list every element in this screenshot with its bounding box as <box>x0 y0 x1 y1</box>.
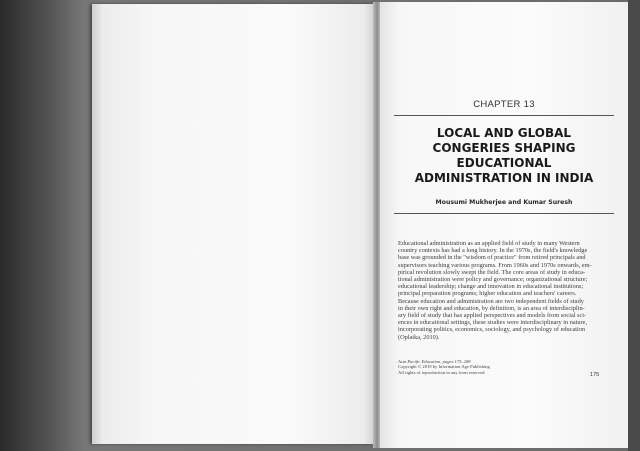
chapter-authors: Mousumi Mukherjee and Kumar Suresh <box>435 199 573 206</box>
body-paragraph <box>398 240 612 341</box>
chapter-title <box>380 126 628 186</box>
body-line: Because education and administration are two independent fields of study <box>398 297 584 305</box>
left-page-edge <box>92 4 104 444</box>
body-line: in their own right and education, by definition, is an area of interdisciplin- <box>398 304 585 312</box>
title-line: EDUCATIONAL <box>456 156 552 170</box>
body-line: (Oplatka, 2010). <box>398 333 440 341</box>
right-page <box>380 2 628 448</box>
chapter-label: CHAPTER 13 <box>473 99 535 110</box>
body-line: supervisors teaching various programs. From 1960s and 1970s onwards, em- <box>398 261 592 269</box>
title-line: LOCAL AND GLOBAL <box>436 126 572 140</box>
title-rule-bottom <box>394 213 614 214</box>
body-line: pirical revolution slowly swept the field. The core areas of study in educa- <box>398 268 586 276</box>
copyright-footnote <box>398 359 548 375</box>
footnote-journal: Asia Pacific Education, pages 175–188 <box>398 359 471 364</box>
body-line: incorporating politics, economics, sociology, and psychology of education <box>398 326 586 334</box>
body-line: principal preparation programs; higher education and teachers' careers. <box>398 290 577 298</box>
scan-right-edge <box>628 0 640 451</box>
page-number: 175 <box>590 372 600 378</box>
footnote-copyright: Copyright © 2019 by Information Age Publishing <box>398 364 490 370</box>
title-line: CONGERIES SHAPING <box>432 141 576 155</box>
body-line: country contexts has had a long history. In the 1970s, the field's knowledge <box>398 247 588 255</box>
body-line: educational leadership; change and innovation in educational institutions; <box>398 283 584 291</box>
body-line: tional administration were policy and governance; organizational structure; <box>398 276 588 284</box>
footnote-rights: All rights of reproduction in any form reserved. <box>398 369 486 375</box>
left-page-blank <box>92 4 375 444</box>
body-line: base was grounded in the "wisdom of practice" from retired principals and <box>398 254 586 262</box>
body-line: ary field of study that has applied perspectives and models from social sci- <box>398 312 587 320</box>
body-line: ences in educational settings, these studies were interdisciplinary in nature, <box>398 319 588 327</box>
body-line: Educational administration as an applied field of study in many Western <box>398 240 580 247</box>
title-rule-top <box>394 115 614 116</box>
title-line: ADMINISTRATION IN INDIA <box>414 171 594 185</box>
